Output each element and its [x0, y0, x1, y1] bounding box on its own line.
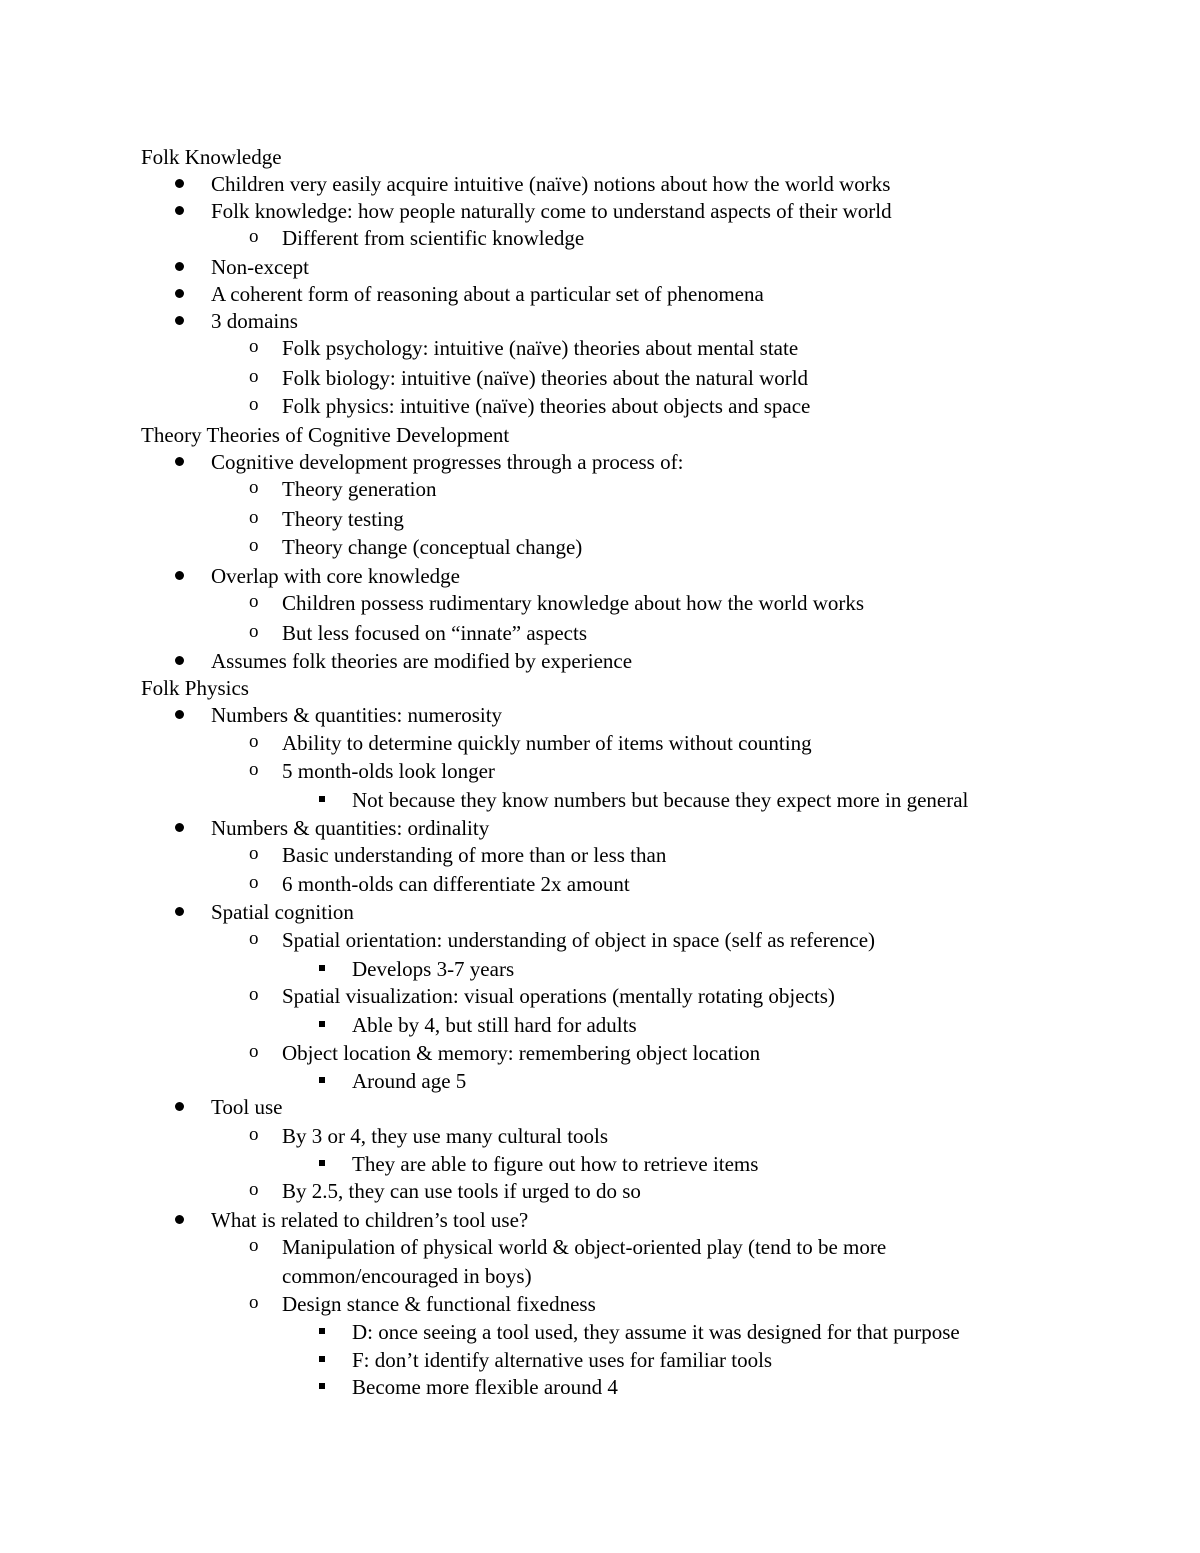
sub-bullet-item: o 6 month-olds can differentiate 2x amount [282, 870, 630, 898]
bullet-circle-icon: o [249, 394, 259, 415]
bullet-circle-icon: o [249, 984, 259, 1005]
bullet-item: Tool use [211, 1093, 282, 1121]
bullet-square-icon [319, 1356, 325, 1362]
bullet-item: 3 domains [211, 307, 298, 335]
bullet-circle-icon: o [249, 366, 259, 387]
bullet-item: What is related to children’s tool use? [211, 1206, 528, 1234]
bullet-circle-icon: o [249, 591, 259, 612]
bullet-dot-icon [175, 571, 184, 580]
sub-sub-bullet-item: They are able to figure out how to retrieve items [352, 1150, 758, 1178]
bullet-circle-icon: o [249, 507, 259, 528]
bullet-dot-icon [175, 206, 184, 215]
bullet-square-icon [319, 1077, 325, 1083]
sub-bullet-item: o Ability to determine quickly number of items without counting [282, 729, 812, 757]
bullet-item: A coherent form of reasoning about a particular set of phenomena [211, 280, 764, 308]
section-heading-folk-knowledge: Folk Knowledge [141, 145, 282, 169]
bullet-circle-icon: o [249, 843, 259, 864]
sub-bullet-item: o But less focused on “innate” aspects [282, 619, 587, 647]
bullet-item: Numbers & quantities: ordinality [211, 814, 489, 842]
bullet-square-icon [319, 796, 325, 802]
sub-bullet-item: o Children possess rudimentary knowledge about how the world works [282, 589, 864, 617]
sub-sub-bullet-item: Develops 3-7 years [352, 955, 514, 983]
sub-bullet-continuation: common/encouraged in boys) [282, 1264, 532, 1288]
bullet-square-icon [319, 1383, 325, 1389]
bullet-circle-icon: o [249, 1292, 259, 1313]
sub-sub-bullet-item: D: once seeing a tool used, they assume it was designed for that purpose [352, 1318, 960, 1346]
bullet-dot-icon [175, 289, 184, 298]
sub-sub-bullet-item: Not because they know numbers but because they expect more in general [352, 786, 968, 814]
sub-bullet-item: o Theory generation [282, 475, 437, 503]
sub-sub-bullet-item: Become more flexible around 4 [352, 1373, 618, 1401]
bullet-circle-icon: o [249, 1235, 259, 1256]
sub-bullet-item: o Spatial visualization: visual operations (mentally rotating objects) [282, 982, 835, 1010]
bullet-dot-icon [175, 823, 184, 832]
bullet-item: Overlap with core knowledge [211, 562, 460, 590]
bullet-dot-icon [175, 656, 184, 665]
bullet-item: Assumes folk theories are modified by experience [211, 647, 632, 675]
bullet-dot-icon [175, 1215, 184, 1224]
sub-bullet-item: o Theory change (conceptual change) [282, 533, 582, 561]
section-heading-theory-theories: Theory Theories of Cognitive Development [141, 423, 510, 447]
bullet-circle-icon: o [249, 872, 259, 893]
bullet-item: Numbers & quantities: numerosity [211, 701, 502, 729]
bullet-item: Cognitive development progresses through a process of: [211, 448, 683, 476]
sub-bullet-item: o Theory testing [282, 505, 404, 533]
bullet-dot-icon [175, 457, 184, 466]
sub-bullet-item: o By 2.5, they can use tools if urged to do so [282, 1177, 641, 1205]
bullet-dot-icon [175, 179, 184, 188]
bullet-circle-icon: o [249, 336, 259, 357]
bullet-circle-icon: o [249, 621, 259, 642]
bullet-circle-icon: o [249, 928, 259, 949]
bullet-dot-icon [175, 262, 184, 271]
sub-bullet-item: o Folk psychology: intuitive (naïve) theories about mental state [282, 334, 798, 362]
sub-bullet-item: o Object location & memory: remembering object location [282, 1039, 760, 1067]
sub-sub-bullet-item: F: don’t identify alternative uses for familiar tools [352, 1346, 772, 1374]
sub-bullet-item: o By 3 or 4, they use many cultural tools [282, 1122, 608, 1150]
bullet-square-icon [319, 1160, 325, 1166]
bullet-item: Spatial cognition [211, 898, 354, 926]
bullet-dot-icon [175, 710, 184, 719]
sub-sub-bullet-item: Able by 4, but still hard for adults [352, 1011, 637, 1039]
sub-bullet-item: o Spatial orientation: understanding of object in space (self as reference) [282, 926, 875, 954]
bullet-item: Non-except [211, 253, 309, 281]
sub-bullet-item: o Folk biology: intuitive (naïve) theories about the natural world [282, 364, 808, 392]
bullet-circle-icon: o [249, 1124, 259, 1145]
bullet-square-icon [319, 1328, 325, 1334]
sub-bullet-item: o Manipulation of physical world & object-oriented play (tend to be more [282, 1233, 886, 1261]
bullet-circle-icon: o [249, 477, 259, 498]
bullet-square-icon [319, 1021, 325, 1027]
bullet-dot-icon [175, 316, 184, 325]
bullet-circle-icon: o [249, 535, 259, 556]
bullet-circle-icon: o [249, 1041, 259, 1062]
bullet-circle-icon: o [249, 1179, 259, 1200]
bullet-item: Folk knowledge: how people naturally come to understand aspects of their world [211, 197, 892, 225]
sub-bullet-item: o Folk physics: intuitive (naïve) theories about objects and space [282, 392, 810, 420]
sub-bullet-item: o Basic understanding of more than or less than [282, 841, 666, 869]
sub-bullet-item: o Different from scientific knowledge [282, 224, 584, 252]
sub-bullet-item: o 5 month-olds look longer [282, 757, 495, 785]
bullet-square-icon [319, 965, 325, 971]
sub-bullet-item: o Design stance & functional fixedness [282, 1290, 596, 1318]
bullet-item: Children very easily acquire intuitive (naïve) notions about how the world works [211, 170, 890, 198]
bullet-dot-icon [175, 907, 184, 916]
bullet-circle-icon: o [249, 731, 259, 752]
bullet-circle-icon: o [249, 226, 259, 247]
section-heading-folk-physics: Folk Physics [141, 676, 249, 700]
bullet-circle-icon: o [249, 759, 259, 780]
bullet-dot-icon [175, 1102, 184, 1111]
sub-sub-bullet-item: Around age 5 [352, 1067, 466, 1095]
